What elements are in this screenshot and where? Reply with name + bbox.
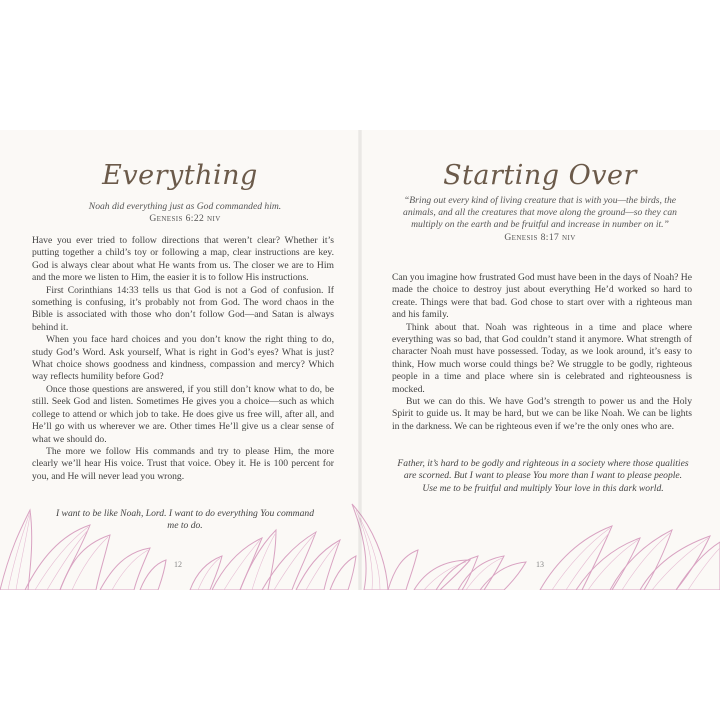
left-page	[0, 130, 360, 590]
paragraph: But we can do this. We have God’s strength to power us and the Holy Spirit to guide us. It may be hard, but we can be like Noah. We can be lights in the darkness. We can be righteous even if we’re the only ones who are.	[392, 396, 692, 432]
paragraph: Think about that. Noah was righteous in a time and place where everything was so bad, that God couldn’t stand it anymore. What strength of character Noah must have possessed. Today, as we look around, it’s easy to think, How much worse could things be? We struggle to be godly, righteous people in a time and place where sin is celebrated and righteousness is mocked.	[392, 321, 692, 395]
page-number: 13	[536, 560, 544, 569]
right-page	[360, 130, 720, 590]
book-spread	[0, 130, 720, 590]
paragraph: Have you ever tried to follow directions that weren’t clear? Whether it’s putting together a child’s toy or following a map, clear instructions are key. God is always clear about what He wants from us. The closer we are to Him and the more we listen to Him, the easier it is to follow His instructions.	[32, 235, 334, 284]
paragraph: First Corinthians 14:33 tells us that God is not a God of confusion. If something is confusing, it’s probably not from God. The word chaos in the Bible is associated with those who don’t follow God—and Satan is always behind it.	[32, 284, 334, 333]
closing-prayer: I want to be like Noah, Lord. I want to do everything You command me to do.	[55, 508, 315, 532]
paragraph: Once those questions are answered, if you still don’t know what to do, be still. Seek God and listen. Sometimes He gives you a choice—such as which college to attend or which job to take. He does give us free will, after all, and He’ll go with us wherever we are. Other times He’ll give us a clear sense of what we should do.	[32, 383, 334, 445]
epigraph-text: Noah did everything just as God commanded him.	[88, 201, 282, 212]
epigraph	[390, 195, 690, 244]
paragraph: The more we follow His commands and try to please Him, the more clearly we’ll hear His voice. Trust that voice. Obey it. He is 100 percent for you, and He will never lead you wrong.	[32, 445, 334, 482]
page-title: Everything	[102, 160, 258, 191]
epigraph	[34, 201, 336, 225]
page-title: Starting Over	[443, 160, 637, 191]
body-text	[32, 235, 334, 483]
closing-prayer: Father, it’s hard to be godly and righteous in a society where those qualities are scorned. But I want to please You more than I want to please people. Use me to be fruitful and multiply Your love in this dark world.	[397, 458, 689, 494]
scripture-reference: Genesis 8:17 niv	[504, 231, 576, 243]
body-text	[392, 272, 692, 433]
page-number: 12	[174, 560, 182, 569]
scripture-reference: Genesis 6:22 niv	[149, 213, 221, 225]
paragraph: Can you imagine how frustrated God must have been in the days of Noah? He made the choice to destroy just about everything He’d worked so hard to create. Things were that bad. God chose to start over with a righteous man and his family.	[392, 272, 692, 321]
epigraph-text: “Bring out every kind of living creature that is with you—the birds, the animals, and all the creatures that move along the ground—so they can multiply on the earth and be fruitful and increase in number on it.”	[403, 195, 677, 231]
paragraph: When you face hard choices and you don’t know the right thing to do, study God’s Word. Ask yourself, What is right in God’s eyes? What is just? What choice shows goodness and kindness, compassion and mercy? Which way reflects humility before God?	[32, 334, 334, 383]
